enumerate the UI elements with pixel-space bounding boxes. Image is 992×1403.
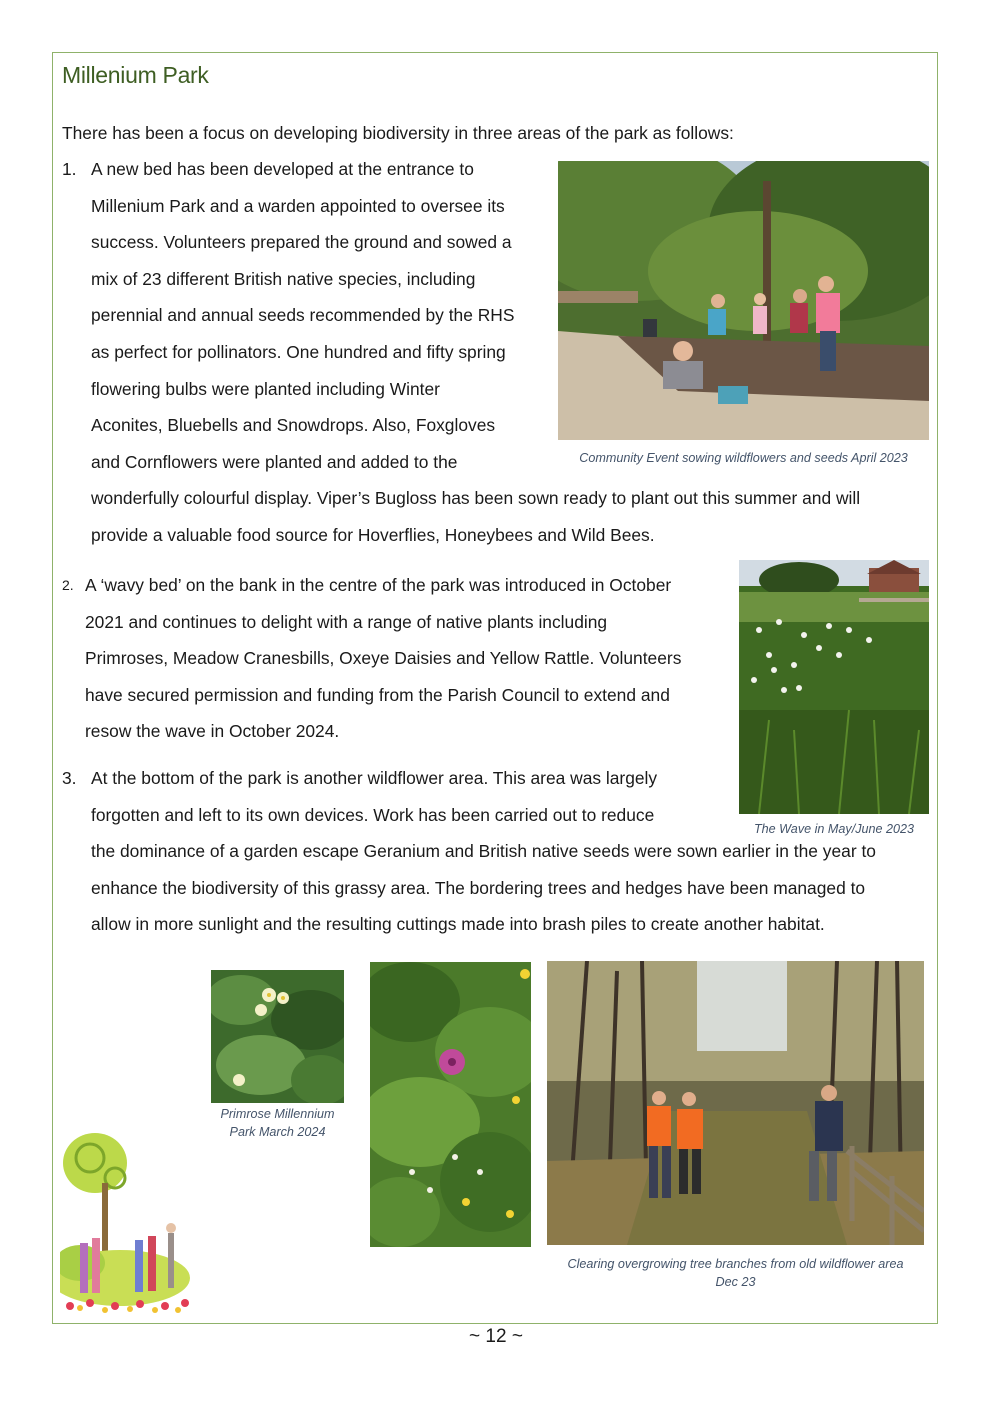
item-1-line: A new bed has been developed at the entrance to bbox=[91, 159, 474, 179]
item-1-line: wonderfully colourful display. Viper’s Bugloss has been sown ready to plant out this summer and will bbox=[91, 488, 861, 509]
item-2-line: resow the wave in October 2024. bbox=[85, 721, 340, 742]
item-3-text bbox=[91, 760, 921, 943]
clearing-caption bbox=[547, 1255, 924, 1291]
clearing-caption-line: Clearing overgrowing tree branches from old wildflower area bbox=[567, 1257, 904, 1271]
item-2-text bbox=[85, 567, 725, 750]
item-1-line: Millenium Park and a warden appointed to oversee its bbox=[91, 195, 505, 216]
page-number: ~ 12 ~ bbox=[469, 1326, 523, 1347]
item-3-line: the dominance of a garden escape Geranium and British native seeds were sown earlier in the year to bbox=[91, 841, 876, 862]
item-2-line: Primroses, Meadow Cranesbills, Oxeye Daisies and Yellow Rattle. Volunteers bbox=[85, 648, 682, 669]
item-3-number: 3. bbox=[62, 768, 77, 788]
primrose-photo bbox=[211, 970, 344, 1103]
community-event-photo bbox=[558, 161, 929, 440]
item-3-line: allow in more sunlight and the resulting cuttings made into brash piles to create another habitat. bbox=[91, 914, 825, 935]
item-1-line: as perfect for pollinators. One hundred and fifty spring bbox=[91, 341, 506, 362]
wildflower-photo bbox=[370, 962, 531, 1247]
item-1-line: success. Volunteers prepared the ground and sowed a bbox=[91, 232, 512, 253]
item-3-line: forgotten and left to its own devices. Work has been carried out to reduce bbox=[91, 804, 655, 825]
decorative-illustration bbox=[60, 1128, 196, 1314]
intro-paragraph: There has been a focus on developing biodiversity in three areas of the park as follows: bbox=[62, 123, 734, 143]
clearing-caption-line: Dec 23 bbox=[715, 1275, 756, 1289]
item-2-line: A ‘wavy bed’ on the bank in the centre of the park was introduced in October bbox=[85, 575, 672, 595]
item-3-line: enhance the biodiversity of this grassy area. The bordering trees and hedges have been managed to bbox=[91, 877, 866, 898]
item-2-number: 2. bbox=[62, 577, 74, 593]
primrose-caption-line: Park March 2024 bbox=[229, 1125, 326, 1139]
item-1-number: 1. bbox=[62, 159, 77, 179]
item-1-line: Aconites, Bluebells and Snowdrops. Also, Foxgloves bbox=[91, 415, 496, 436]
item-1-line: provide a valuable food source for Hoverflies, Honeybees and Wild Bees. bbox=[91, 524, 655, 545]
primrose-caption-line: Primrose Millennium bbox=[220, 1107, 335, 1121]
item-1-line: and Cornflowers were planted and added to the bbox=[91, 451, 458, 472]
community-event-caption: Community Event sowing wildflowers and seeds April 2023 bbox=[579, 451, 908, 465]
item-2-line: 2021 and continues to delight with a range of native plants including bbox=[85, 611, 608, 632]
item-3-line: At the bottom of the park is another wildflower area. This area was largely bbox=[91, 768, 658, 788]
page-title: Millenium Park bbox=[62, 62, 209, 88]
item-1-line: flowering bulbs were planted including Winter bbox=[91, 378, 440, 399]
item-1-line: mix of 23 different British native species, including bbox=[91, 268, 476, 289]
item-1-line: perennial and annual seeds recommended by the RHS bbox=[91, 305, 515, 326]
item-2-line: have secured permission and funding from the Parish Council to extend and bbox=[85, 684, 670, 705]
clearing-photo bbox=[547, 961, 924, 1245]
wave-caption: The Wave in May/June 2023 bbox=[753, 822, 915, 836]
primrose-caption bbox=[206, 1105, 349, 1141]
